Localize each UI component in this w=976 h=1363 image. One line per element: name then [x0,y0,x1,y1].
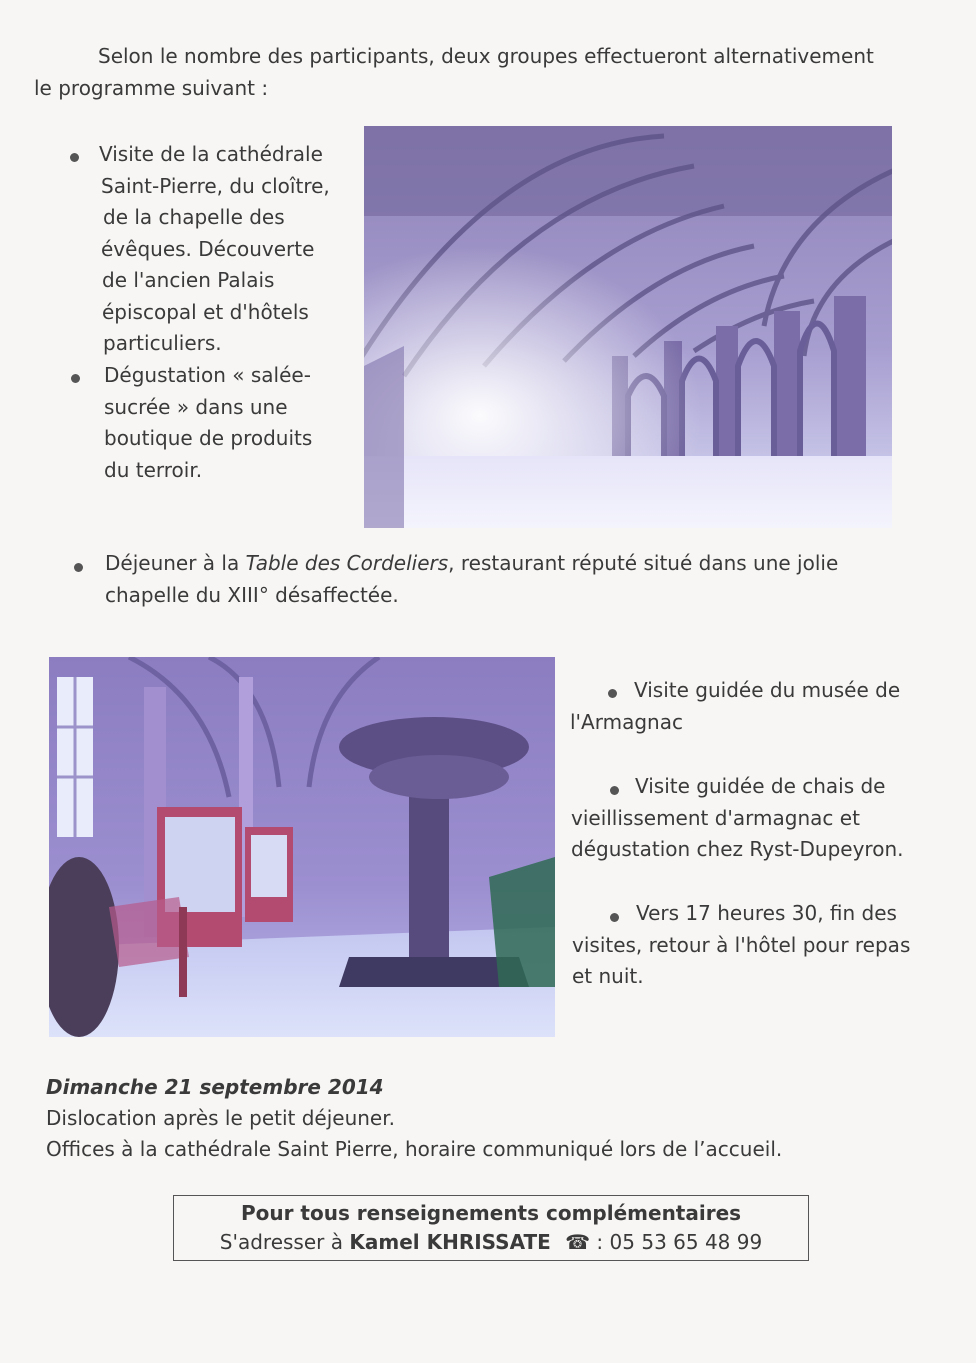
bullet-line: Visite de la cathédrale [99,142,323,166]
museum-photo [49,657,555,1037]
contact-name: Kamel KHRISSATE [349,1230,551,1254]
sunday-line-1: Dislocation après le petit déjeuner. [46,1106,395,1130]
bullet-dot-icon [71,374,80,383]
bullet-line: vieillissement d'armagnac et [571,805,860,830]
cloister-photo-art [364,126,892,528]
cloister-photo [364,126,892,528]
lunch-suffix: , restaurant réputé situé dans une jolie [448,551,839,575]
bullet-line: dégustation chez Ryst-Dupeyron. [571,837,904,861]
contact-box [173,1195,809,1261]
contact-phone[interactable]: : 05 53 65 48 99 [590,1230,763,1254]
bullet-line: particuliers. [103,331,222,355]
bullet-line: Visite guidée du musée de [634,678,901,702]
sunday-date: Dimanche 21 septembre 2014 [46,1075,384,1099]
bullet-dot-icon [74,563,83,572]
phone-icon: ☎ [565,1230,591,1254]
contact-title: Pour tous renseignements complémentaires [240,1201,742,1225]
lunch-prefix: Déjeuner à la [105,551,246,575]
intro-line-2: le programme suivant : [34,76,269,100]
bullet-museum-visit [570,675,900,738]
bullet-line: et nuit. [572,964,644,988]
restaurant-name: Table des Cordeliers [245,551,449,575]
sunday-line-2: Offices à la cathédrale Saint Pierre, horaire communiqué lors de l’accueil. [46,1137,783,1161]
bullet-line: du terroir. [104,457,203,482]
bullet-line: Dégustation « salée- [104,363,311,387]
bullet-line: l'Armagnac [570,709,683,734]
bullet-line: sucrée » dans une [104,394,288,419]
bullet-tasting [104,360,312,486]
bullet-cathedral-visit [99,139,330,360]
bullet-line: épiscopal et d'hôtels [102,299,309,324]
museum-photo-art [49,657,555,1037]
lunch-line-2: chapelle du XIII° désaffectée. [105,582,399,607]
lunch-line-1 [105,548,838,580]
contact-prefix: S'adresser à [219,1230,350,1254]
bullet-line: évêques. Découverte [101,236,315,261]
intro-paragraph [34,40,924,104]
bullet-line: visites, retour à l'hôtel pour repas [572,932,911,957]
bullet-end-of-visits [572,898,910,993]
bullet-cellar-visit [571,771,903,866]
bullet-line: Vers 17 heures 30, fin des [636,901,897,925]
sunday-section [46,1072,782,1165]
bullet-line: boutique de produits [104,426,313,450]
bullet-lunch [105,548,838,611]
bullet-dot-icon [70,153,79,162]
bullet-line: de la chapelle des [103,205,285,229]
bullet-line: Visite guidée de chais de [635,774,886,798]
bullet-line: de l'ancien Palais [102,268,275,292]
bullet-line: Saint-Pierre, du cloître, [101,173,330,198]
intro-line-1: Selon le nombre des participants, deux groupes effectueront alternativement [98,44,874,68]
